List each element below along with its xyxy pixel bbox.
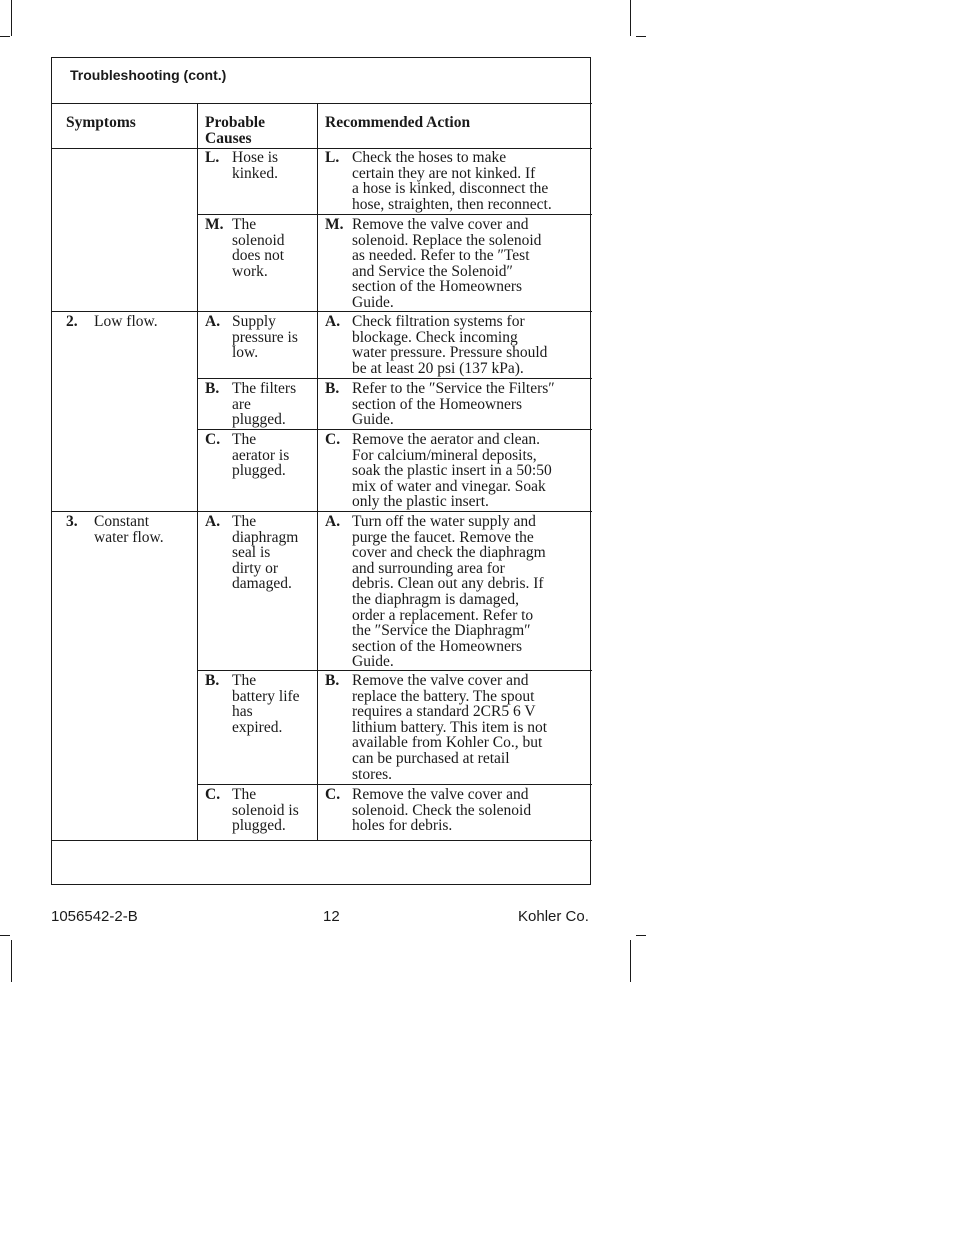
- cause-text: The solenoid does not work.: [232, 216, 285, 280]
- crop-mark: [636, 935, 646, 936]
- cause-text: Hose is kinked.: [232, 149, 279, 182]
- action-letter: B.: [325, 672, 340, 689]
- symptom-text: Constant water flow.: [94, 513, 164, 546]
- action-letter: C.: [325, 431, 341, 448]
- table-rule: [197, 214, 592, 215]
- table-rule: [197, 378, 592, 379]
- table-rule: [197, 429, 592, 430]
- crop-mark: [636, 36, 646, 37]
- table-rule: [52, 511, 592, 512]
- symptom-number: 3.: [66, 513, 78, 530]
- table-rule: [52, 311, 592, 312]
- table-rule: [197, 103, 198, 840]
- cause-text: The aerator is plugged.: [232, 431, 290, 480]
- action-letter: A.: [325, 513, 341, 530]
- table-rule: [52, 840, 592, 841]
- action-text: Remove the valve cover and replace the battery. The spout requires a standard 2CR5 6 V lithium battery. This item is not available from Kohler Co., but can be purchased at retail stores.: [352, 672, 548, 783]
- cause-letter: M.: [205, 216, 224, 233]
- action-text: Turn off the water supply and purge the faucet. Remove the cover and check the diaphragm and surrounding area for debris. Clean out any debris. If the diaphragm is damaged, order a replacement. Refer to the ″Service the Diaphragm″ section of the Homeowners Guide.: [352, 513, 546, 671]
- page-number: 12: [323, 908, 340, 925]
- cause-letter: C.: [205, 431, 221, 448]
- cause-text: The diaphragm seal is dirty or damaged.: [232, 513, 299, 593]
- action-letter: L.: [325, 149, 340, 166]
- table-rule: [197, 670, 592, 671]
- cause-text: Supply pressure is low.: [232, 313, 298, 362]
- cause-letter: A.: [205, 313, 221, 330]
- cause-text: The battery life has expired.: [232, 672, 300, 736]
- symptom-number: 2.: [66, 313, 78, 330]
- header-causes: Probable Causes: [205, 114, 265, 147]
- crop-mark: [630, 0, 631, 36]
- action-letter: A.: [325, 313, 341, 330]
- header-action: Recommended Action: [325, 114, 471, 131]
- crop-mark: [11, 0, 12, 36]
- cause-letter: B.: [205, 380, 220, 397]
- crop-mark: [11, 940, 12, 982]
- section-title: Troubleshooting (cont.): [70, 67, 227, 83]
- cause-text: The filters are plugged.: [232, 380, 297, 429]
- table-rule: [52, 148, 592, 149]
- action-letter: M.: [325, 216, 344, 233]
- action-text: Remove the aerator and clean. For calcium/mineral deposits, soak the plastic insert in a 50:50 mix of water and vinegar. Soak only the plastic insert.: [352, 431, 552, 511]
- header-symptoms: Symptoms: [66, 114, 136, 131]
- action-text: Remove the valve cover and solenoid. Replace the solenoid as needed. Refer to the ″Test and Service the Solenoid″ section of the Homeowners Guide.: [352, 216, 542, 311]
- table-rule: [52, 103, 592, 104]
- doc-number: 1056542-2-B: [51, 908, 138, 925]
- crop-mark: [0, 935, 10, 936]
- cause-text: The solenoid is plugged.: [232, 786, 299, 835]
- table-rule: [197, 784, 592, 785]
- symptom-text: Low flow.: [94, 313, 158, 330]
- cause-letter: B.: [205, 672, 220, 689]
- company-name: Kohler Co.: [518, 908, 589, 925]
- troubleshooting-table: [51, 57, 591, 885]
- action-text: Check filtration systems for blockage. Check incoming water pressure. Pressure should be at least 20 psi (137 kPa).: [352, 313, 548, 377]
- crop-mark: [630, 940, 631, 982]
- table-rule: [317, 103, 318, 840]
- cause-letter: C.: [205, 786, 221, 803]
- action-text: Remove the valve cover and solenoid. Check the solenoid holes for debris.: [352, 786, 532, 835]
- cause-letter: L.: [205, 149, 220, 166]
- crop-mark: [0, 36, 10, 37]
- action-text: Refer to the ″Service the Filters″ section of the Homeowners Guide.: [352, 380, 555, 429]
- action-letter: B.: [325, 380, 340, 397]
- cause-letter: A.: [205, 513, 221, 530]
- action-text: Check the hoses to make certain they are not kinked. If a hose is kinked, disconnect the hose, straighten, then reconnect.: [352, 149, 552, 213]
- action-letter: C.: [325, 786, 341, 803]
